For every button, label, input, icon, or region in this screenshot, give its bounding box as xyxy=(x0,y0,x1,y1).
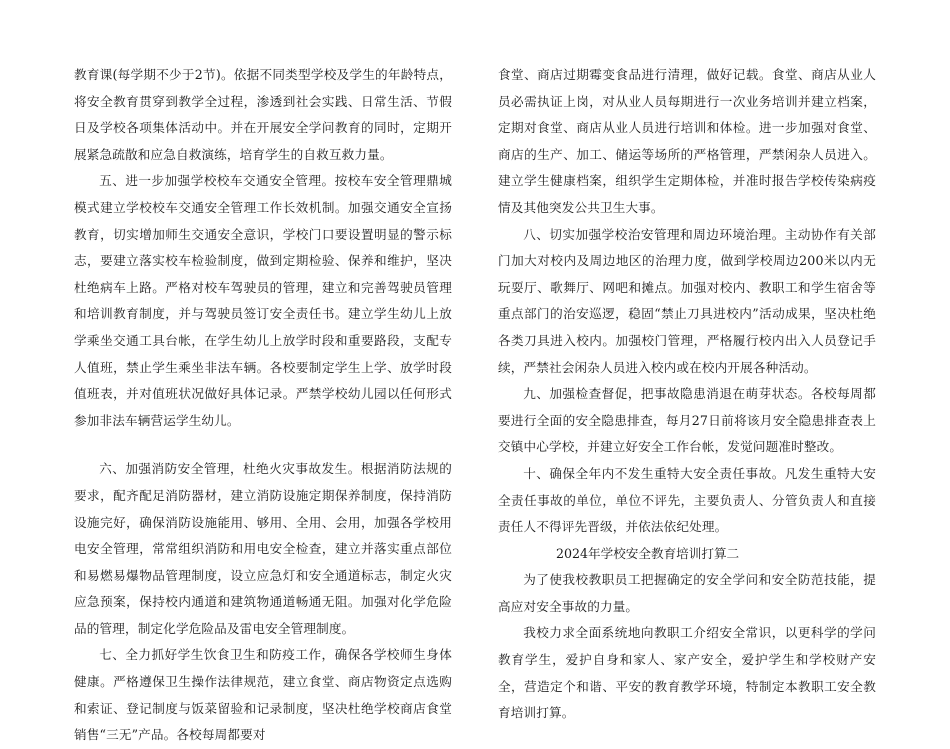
paragraph-training-purpose: 为了使我校教职员工把握确定的安全学问和安全防范技能，提高应对安全事故的力量。 xyxy=(498,572,876,614)
paragraph-campus-security: 八、切实加强学校治安管理和周边环境治理。主动协作有关部门加大对校内及周边地区的治理力度，做到学校周边200米以内无玩耍厅、歌舞厅、网吧和摊点。加强对校内、教职工和学生宿舍等重点部门的治安巡逻，稳固“禁止刀具进校内”活动成果，坚决杜绝各类刀具进入校内。加强校门管理，严格履行校内出入人员登记手续，严禁社会闲杂人员进入校内或在校内开展各种活动。 xyxy=(498,226,876,375)
paragraph-accountability: 十、确保全年内不发生重特大安全责任事故。凡发生重特大安全责任事故的单位，单位不评先，主要负责人、分管负责人和直接责任人不得评先晋级，并依法依纪处理。 xyxy=(498,465,876,535)
paragraph-school-bus-safety: 五、进一步加强学校校车交通安全管理。按校车安全管理鼎城模式建立学校校车交通安全管理工作长效机制。加强交通安全宣扬教育，切实增加师生交通安全意识，学校门口要设置明显的警示标志，要建立落实校车检验制度，做到定期检验、保养和维护，坚决杜绝病车上路。严格对校车驾驶员的管理，建立和完善驾驶员管理和培训教育制度，并与驾驶员签订安全责任书。建立学生幼儿上放学乘坐交通工具台帐，在学生幼儿上放学时段和重要路段，支配专人值班，禁止学生乘坐非法车辆。各校要制定学生上学、放学时段值班表，并对值班状况做好具体记录。严禁学校幼儿园以任何形式参加非法车辆营运学生幼儿。 xyxy=(74,173,452,428)
left-column xyxy=(74,62,452,749)
paragraph-gap xyxy=(74,434,452,456)
paragraph-food-hygiene: 七、全力抓好学生饮食卫生和防疫工作，确保各学校师生身体健康。严格遵保卫生操作法律规范，建立食堂、商店物资定点选购和索证、登记制度与饭菜留验和记录制度，坚决杜绝学校商店食堂销售“三无”产品。各校每周都要对 xyxy=(74,647,452,743)
paragraph-inspection: 九、加强检查督促，把事故隐患消退在萌芽状态。各校每周都要进行全面的安全隐患排查，每月27日前将该月安全隐患排查表上交镇中心学校，并建立好安全工作台帐，发觉问题准时整改。 xyxy=(498,386,876,455)
section-heading: 2024年学校安全教育培训打算二 xyxy=(555,545,740,561)
paragraph-training-plan: 我校力求全面系统地向教职工介绍安全常识，以更科学的学问教育学生，爱护自身和家人、家产安全，爱护学生和学校财产安全，营造定个和谐、平安的教育教学环境，特制定本教职工安全教育培训打算。 xyxy=(498,625,876,721)
right-column xyxy=(498,62,876,727)
paragraph-fire-safety: 六、加强消防安全管理，杜绝火灾事故发生。根据消防法规的要求，配齐配足消防器材，建立消防设施定期保养制度，保持消防设施完好，确保消防设施能用、够用、全用、会用，加强各学校用电安全管理，常常组织消防和用电安全检查，建立并落实重点部位和易燃易爆物品管理制度，设立应急灯和安全通道标志，制定火灾应急预案，保持校内通道和建筑物通道畅通无阻。加强对化学危险品的管理，制定化学危险品及雷电安全管理制度。 xyxy=(74,461,452,636)
paragraph-food-hygiene-continued: 食堂、商店过期霉变食品进行清理，做好记载。食堂、商店从业人员必需执证上岗，对从业人员每期进行一次业务培训并建立档案，定期对食堂、商店从业人员进行培训和体检。进一步加强对食堂、商店的生产、加工、储运等场所的严格管理，严禁闲杂人员进入。建立学生健康档案，组织学生定期体检，并准时报告学校传染病疫情及其他突发公共卫生大事。 xyxy=(498,67,876,215)
paragraph-safety-education-continued: 教育课(每学期不少于2节)。依据不同类型学校及学生的年龄特点，将安全教育贯穿到教学全过程，渗透到社会实践、日常生活、节假日及学校各项集体活动中。并在开展安全学问教育的同时，定期开展紧急疏散和应急自救演练，培育学生的自救互救力量。 xyxy=(74,67,452,162)
